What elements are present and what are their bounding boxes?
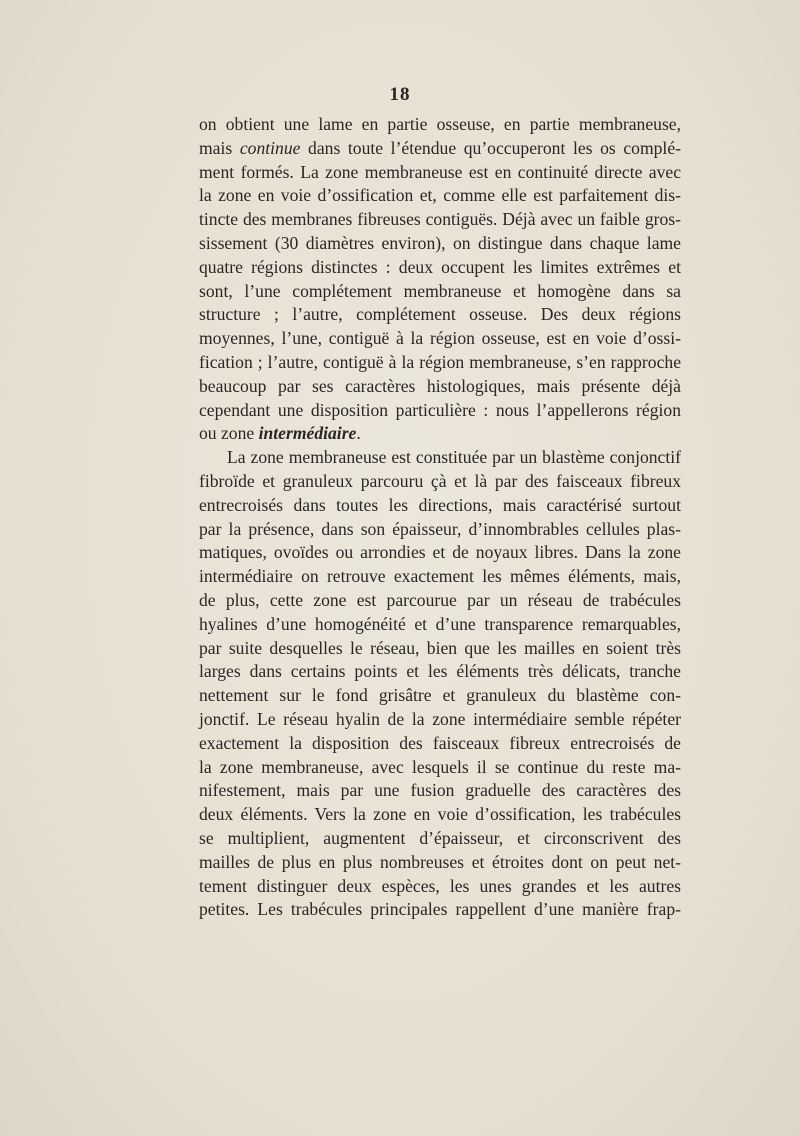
text-segment: larges dans certains points et les éléments très délicats, tranche — [199, 661, 681, 682]
text-segment: moyennes, l’une, contiguë à la région osseuse, est en voie d’ossi- — [199, 328, 681, 349]
text-segment: structure ; l’autre, complétement osseuse. Des deux régions — [199, 304, 681, 325]
text-segment: on obtient une lame en partie osseuse, en partie membraneuse, — [199, 114, 681, 134]
text-segment: beaucoup par ses caractères histologiques, mais présente déjà — [199, 375, 681, 396]
text-segment: continue — [239, 137, 301, 158]
text-line — [199, 637, 681, 661]
text-segment: entrecroisés dans toutes les directions, mais caractérisé surtout — [199, 494, 681, 515]
text-line — [199, 684, 681, 708]
text-line — [199, 422, 681, 446]
text-segment: fication ; l’autre, contiguë à la région membraneuse, s’en rapproche — [199, 351, 681, 372]
text-segment: nettement sur le fond grisâtre et granuleux du blastème con- — [199, 685, 681, 706]
text-line — [199, 565, 681, 589]
text-segment: fibroïde et granuleux parcouru çà et là par des faisceaux fibreux — [199, 470, 681, 491]
text-segment: ou zone — [199, 423, 259, 444]
text-segment: hyalines d’une homogénéité et d’une transparence remarquables, — [199, 613, 681, 634]
text-segment: intermédiaire — [258, 423, 357, 444]
text-line — [199, 184, 681, 208]
body-text — [199, 113, 681, 922]
text-line — [199, 756, 681, 780]
text-segment: matiques, ovoïdes ou arrondies et de noyaux libres. Dans la zone — [199, 542, 681, 563]
text-segment: sont, l’une complétement membraneuse et homogène dans sa — [199, 280, 681, 301]
text-line — [199, 875, 681, 899]
text-segment: La zone membraneuse est constituée par un blastème conjonctif — [227, 447, 681, 468]
text-segment: intermédiaire on retrouve exactement les mêmes éléments, mais, — [199, 566, 681, 587]
text-line — [199, 851, 681, 875]
text-line — [199, 280, 681, 304]
text-line — [199, 446, 681, 470]
text-segment: tement distinguer deux espèces, les unes grandes et les autres — [199, 875, 681, 896]
text-line — [199, 232, 681, 256]
text-line — [199, 470, 681, 494]
text-line — [199, 541, 681, 565]
text-segment: sissement (30 diamètres environ), on distingue dans chaque lame — [199, 232, 681, 253]
text-line — [199, 303, 681, 327]
text-segment: par suite desquelles le réseau, bien que les mailles en soient très — [199, 637, 681, 658]
text-line — [199, 732, 681, 756]
text-line — [199, 375, 681, 399]
text-line — [199, 399, 681, 423]
text-segment: nifestement, mais par une fusion graduelle des caractères des — [199, 780, 681, 801]
text-segment: de plus, cette zone est parcourue par un réseau de trabécules — [199, 589, 681, 610]
text-line — [199, 613, 681, 637]
text-line — [199, 779, 681, 803]
text-line — [199, 208, 681, 232]
text-line — [199, 161, 681, 185]
text-segment: la zone membraneuse, avec lesquels il se continue du reste ma- — [199, 756, 681, 777]
text-segment: tincte des membranes fibreuses contiguës. Déjà avec un faible gros- — [199, 209, 681, 230]
text-segment: deux éléments. Vers la zone en voie d’ossification, les trabécules — [199, 804, 681, 825]
text-line — [199, 827, 681, 851]
text-line — [199, 494, 681, 518]
text-segment: petites. Les trabécules principales rappellent d’une manière frap- — [199, 899, 681, 920]
text-line — [199, 327, 681, 351]
text-segment: exactement la disposition des faisceaux fibreux entrecroisés de — [199, 732, 681, 753]
text-line — [199, 518, 681, 542]
text-segment: jonctif. Le réseau hyalin de la zone intermédiaire semble répéter — [199, 708, 681, 729]
text-segment: quatre régions distinctes : deux occupent les limites extrêmes et — [199, 256, 681, 277]
text-segment: dans toute l’étendue qu’occuperont les os complé- — [300, 137, 681, 158]
text-segment: cependant une disposition particulière : nous l’appellerons région — [199, 399, 681, 420]
text-segment: ment formés. La zone membraneuse est en continuité directe avec — [199, 161, 681, 182]
text-line — [199, 256, 681, 280]
text-line — [199, 803, 681, 827]
text-line — [199, 660, 681, 684]
text-segment: mais — [199, 137, 240, 158]
text-segment: . — [356, 423, 361, 444]
text-line — [199, 708, 681, 732]
text-line — [199, 589, 681, 613]
text-line — [199, 113, 681, 137]
page-number: 18 — [389, 84, 411, 105]
text-line — [199, 351, 681, 375]
text-segment: la zone en voie d’ossification et, comme elle est parfaitement dis- — [199, 185, 681, 206]
text-line — [199, 898, 681, 922]
text-segment: mailles de plus en plus nombreuses et étroites dont on peut net- — [199, 851, 681, 872]
text-line — [199, 137, 681, 161]
text-segment: se multiplient, augmentent d’épaisseur, et circonscrivent des — [199, 827, 681, 848]
text-segment: par la présence, dans son épaisseur, d’innombrables cellules plas- — [199, 518, 681, 539]
